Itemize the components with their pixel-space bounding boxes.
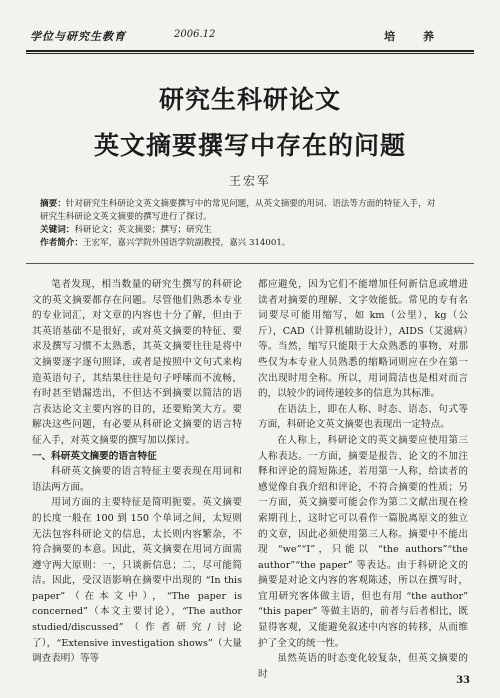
running-header (26, 20, 474, 48)
article-title-line2: 英文摘要撰写中存在的问题 (93, 131, 406, 160)
journal-name: 学位与研究生教育 (30, 30, 126, 43)
abstract-summary (40, 198, 466, 211)
author-info-text: 王宏军，嘉兴学院外国语学院副教授，嘉兴 314001。 (82, 238, 291, 248)
right-paragraph-2: 在语法上，即在人称、时态、语态、句式等方面，科研论文英文摘要也表现出一定特点。 (258, 403, 468, 431)
issue-number: 2006.12 (174, 29, 216, 40)
article-author: 王宏军 (228, 174, 271, 188)
right-column (258, 277, 468, 682)
section-heading: 一、科研英文摘要的语言特征 (32, 450, 157, 462)
left-paragraph-2: 科研英文摘要的语言特征主要表现在用词和语法两方面。 (32, 466, 242, 493)
header-rule (26, 50, 474, 52)
left-paragraph-3: 用词方面的主要特征是简明扼要。英文摘要的长度一般在 100 到 150 个单词之间，太短则无法包容科研论文的信息，太长则内容繁杂，不符合摘要的本意。因此，英文摘要在用词方面需遵守两大原则：一，只谈新信息；二，尽可能简洁。因此，受汉语影响在摘要中出现的 “In this paper”（在本文中），“The paper is concerned”（本文主要讨论），“The author studied/discussed”（作者研究/讨论了），“Extensive investigation shows”（大量调查表明）等等 (32, 497, 242, 665)
page-number: 33 (456, 675, 470, 686)
right-paragraph-3: 在人称上，科研论文的英文摘要应使用第三人称表达。一方面，摘要是报告、论文的不加注释和评论的简短陈述，若用第一人称，给读者的感觉像自我介绍和评论，不符合摘要的性质；另一方面，英文摘要可能会作为第二文献出现在检索期刊上，这时它可以看作一篇脱离原文的独立的文章，因此必须使用第三人称。摘要中不能出现 “we”“I”，只能以 “the authors”“the author”“the paper” 等表达。由于科研论文的摘要是对论文内容的客观陈述，所以在撰写时，宜用研究客体做主语，但也有用 “the author” “this paper” 等做主语的，前者与后者相比，既显得客观，又能避免叙述中内容的转移，从而维护了全文的统一性。 (258, 434, 468, 649)
abstract-label: 摘要： (40, 199, 66, 209)
keywords-row (40, 224, 466, 237)
right-paragraph-4: 虽然英语的时态变化较复杂，但英文摘要的时 (258, 653, 468, 680)
abstract-text-line2: 研究生科研论文英文摘要的撰写进行了探讨。 (40, 212, 212, 222)
article-title-line1: 研究生科研论文 (158, 85, 341, 114)
header-rule-thin (26, 53, 474, 54)
right-paragraph-1: 都应避免，因为它们不能增加任何新信息或增进读者对摘要的理解、文字效能低。常见的专有名词要尽可能用缩写，如 km（公里），kg（公斤），CAD（计算机辅助设计），AIDS（艾滋病）等。当然，缩写只能限于大众熟悉的事物，对那些仅为本专业人员熟悉的缩略词则应在少在第一次出现时用全称。所以，用词简洁也是相对而言的，以较少的词传递较多的信息为其标准。 (258, 279, 468, 400)
abstract-divider (26, 263, 474, 264)
author-info-row (40, 237, 466, 250)
section-name: 培 养 (384, 30, 446, 43)
abstract-block (40, 198, 466, 250)
left-paragraph-1: 笔者发现，相当数量的研究生撰写的科研论文的英文摘要都存在问题。尽管他们熟悉本专业的专业词汇，对文章的内容也十分了解，但由于其英语基础不是很好，或对英文摘要的特征、要求及撰写习惯不太熟悉，其英文摘要往往是将中文摘要逐字逐句照译，或者是按照中文句式来构造英语句子，其结果往往是句子呼嗦而不流畅，有时甚至错漏迭出，不但达不到摘要以简洁的语言表达论文主要内容的目的，还要贻笑大方。要解决这些问题，有必要从科研论文摘要的语言特征入手，对英文摘要的撰写加以探讨。 (32, 279, 242, 446)
keywords-text: 科研论文；英文摘要；撰写；研究生 (74, 225, 212, 235)
left-column (32, 277, 242, 667)
author-info-label: 作者简介： (40, 238, 83, 248)
abstract-text-line1: 针对研究生科研论文英文摘要撰写中的常见问题，从英文摘要的用词、语法等方面的特征入手，对 (65, 199, 436, 209)
keywords-label: 关键词： (40, 225, 75, 235)
